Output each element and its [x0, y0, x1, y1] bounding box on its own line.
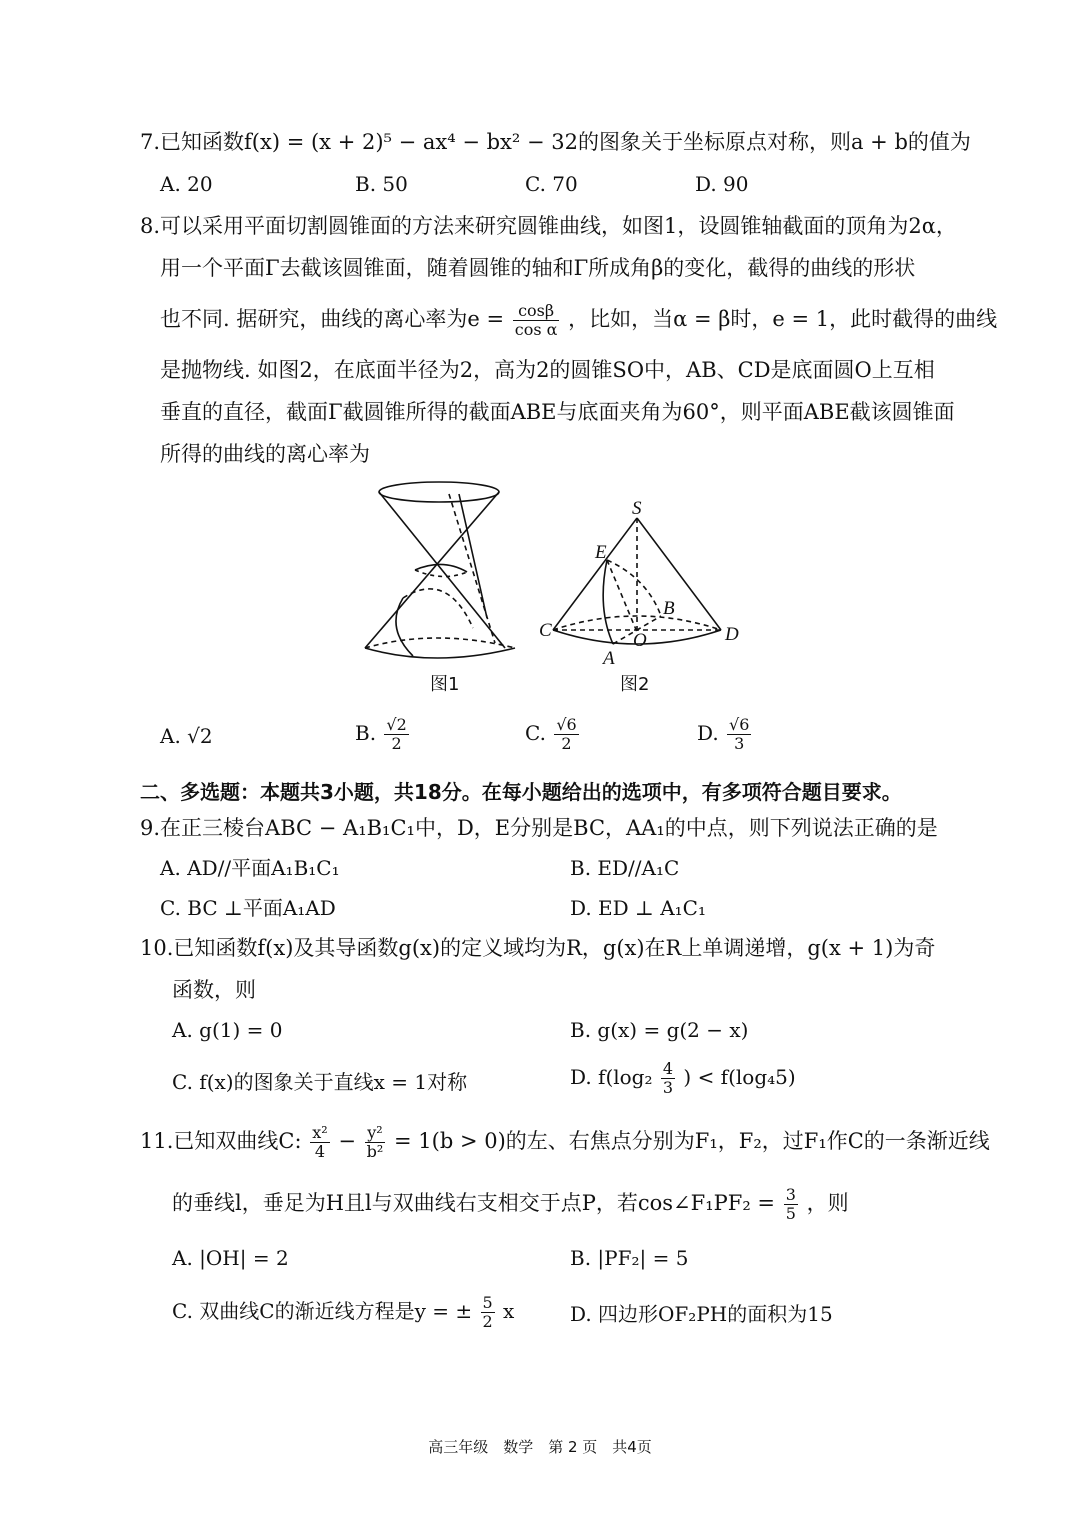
- q11-stem-1-pre: 11.已知双曲线C:: [140, 1129, 302, 1153]
- q9-option-c: C. BC ⊥平面A₁AD: [160, 896, 336, 920]
- q8-option-c: [525, 716, 581, 753]
- q10-option-d-fraction: [661, 1060, 675, 1097]
- fig2-label-a: A: [603, 648, 615, 669]
- fig1-base-back: [365, 638, 515, 648]
- q9-option-a: A. AD//平面A₁B₁C₁: [160, 856, 340, 880]
- q8-line-3: [160, 302, 997, 339]
- q8-line-4: 是抛物线. 如图2，在底面半径为2，高为2的圆锥SO中，AB、CD是底面圆O上互相: [160, 358, 935, 382]
- q10-option-d-den: 3: [662, 1078, 674, 1097]
- fig1-base-front: [365, 648, 515, 658]
- fig2-section-curve-back: [607, 560, 661, 616]
- fig1-plane-edge: [449, 494, 495, 643]
- q11-stem-2-pre: 的垂线l，垂足为H且l与双曲线右支相交于点P，若cos∠F₁PF₂ =: [172, 1191, 776, 1215]
- q8-option-c-fraction: [554, 716, 578, 753]
- q9-option-b: B. ED//A₁C: [570, 856, 680, 880]
- q8-option-b: [355, 716, 411, 753]
- q10-option-a: A. g(1) = 0: [172, 1018, 283, 1042]
- q11-option-c-den: 2: [482, 1312, 493, 1331]
- q11-option-c-pre: C. 双曲线C的渐近线方程是y = ±: [172, 1299, 473, 1323]
- q11-fraction-x-num: x²: [312, 1123, 328, 1142]
- fig2-label-e: E: [595, 542, 607, 563]
- q8-option-b-fraction: [384, 716, 408, 753]
- q11-minus-sign: −: [338, 1129, 356, 1153]
- q8-option-a-prefix: A.: [160, 724, 181, 748]
- figure-1-double-cone: [355, 478, 535, 668]
- q11-fraction-y-num: y²: [365, 1124, 386, 1143]
- q10-option-d-post: ) < f(log₄5): [683, 1065, 796, 1089]
- q8-option-d-den: 3: [734, 734, 745, 753]
- q7-stem: 7.已知函数f(x) = (x + 2)⁵ − ax⁴ − bx² − 32的图象关于坐标原点对称，则a + b的值为: [140, 130, 971, 154]
- eccentricity-fraction: [513, 302, 560, 339]
- q11-cos-den: 5: [785, 1204, 796, 1223]
- q8-option-b-den: 2: [391, 734, 402, 753]
- q11-stem-1: [140, 1124, 990, 1161]
- q11-stem-1-post: = 1(b > 0)的左、右焦点分别为F₁，F₂，过F₁作C的一条渐近线: [394, 1129, 990, 1153]
- fig1-plane-edge-2: [459, 494, 487, 618]
- q8-option-c-prefix: C.: [525, 721, 546, 745]
- q8-line-1: 8.可以采用平面切割圆锥面的方法来研究圆锥曲线，如图1，设圆锥轴截面的顶角为2α，: [140, 214, 957, 238]
- fig2-label-b: B: [663, 598, 675, 619]
- q7-option-b: B. 50: [355, 172, 408, 196]
- q11-option-c: [172, 1294, 514, 1331]
- fig2-slant-left: [553, 518, 637, 630]
- q9-option-d: D. ED ⊥ A₁C₁: [570, 896, 706, 920]
- q10-option-d-pre: D. f(log₂: [570, 1065, 653, 1089]
- q8-line-3-post: ，比如，当α = β时，e = 1，此时截得的曲线: [568, 307, 998, 331]
- q11-fraction-y-den: b²: [366, 1142, 384, 1161]
- q8-option-c-den: 2: [561, 734, 572, 753]
- q7-option-a: A. 20: [160, 172, 213, 196]
- section-2-heading: 二、多选题：本题共3小题，共18分。在每小题给出的选项中，有多项符合题目要求。: [140, 780, 902, 804]
- q11-option-a: A. |OH| = 2: [172, 1246, 289, 1270]
- fig2-segment-EO: [607, 560, 637, 632]
- q8-option-a-value: √2: [187, 724, 213, 748]
- fig1-waist-ellipse-back: [415, 570, 467, 577]
- fig2-label-d: D: [725, 624, 739, 645]
- q10-option-d: [570, 1060, 796, 1097]
- figure-1-caption: 图1: [430, 674, 460, 695]
- figure-2-caption: 图2: [620, 674, 650, 695]
- q10-option-d-num: 4: [662, 1059, 674, 1078]
- q9-stem: 9.在正三棱台ABC − A₁B₁C₁中，D，E分别是BC，AA₁的中点，则下列说法正确的是: [140, 816, 938, 840]
- q8-option-d-prefix: D.: [697, 721, 719, 745]
- q8-option-b-num: √2: [386, 715, 407, 734]
- q11-option-c-post: x: [503, 1299, 515, 1323]
- q10-option-b: B. g(x) = g(2 − x): [570, 1018, 749, 1042]
- fig2-label-c: C: [539, 620, 552, 641]
- q11-fraction-y: [365, 1124, 386, 1161]
- q8-line-6: 所得的曲线的离心率为: [160, 442, 370, 466]
- q11-stem-2-post: ，则: [806, 1191, 849, 1215]
- q11-stem-2: [172, 1186, 849, 1223]
- q7-option-c: C. 70: [525, 172, 578, 196]
- q8-option-b-prefix: B.: [355, 721, 377, 745]
- figure-2-cone: [535, 498, 750, 676]
- fig2-label-o: O: [633, 630, 647, 651]
- q8-line-3-pre: 也不同. 据研究，曲线的离心率为e =: [160, 307, 505, 331]
- q11-option-d: D. 四边形OF₂PH的面积为15: [570, 1302, 833, 1326]
- q11-fraction-x: [310, 1124, 329, 1161]
- fig2-slant-right: [637, 518, 721, 630]
- q8-option-c-num: √6: [556, 715, 577, 734]
- fig1-top-rim: [379, 482, 499, 502]
- q11-cos-fraction: [784, 1186, 798, 1223]
- q7-option-d: D. 90: [695, 172, 749, 196]
- q10-option-c: C. f(x)的图象关于直线x = 1对称: [172, 1070, 468, 1094]
- q10-stem-2: 函数，则: [172, 978, 256, 1002]
- eccentricity-denominator: cos α: [514, 320, 558, 339]
- eccentricity-numerator: cosβ: [513, 302, 560, 321]
- q11-option-c-fraction: [481, 1294, 495, 1331]
- q8-option-a: [160, 722, 213, 750]
- q10-stem-1: 10.已知函数f(x)及其导函数g(x)的定义域均为R，g(x)在R上单调递增，g(x + 1)为奇: [140, 936, 936, 960]
- q8-line-2: 用一个平面Γ去截该圆锥面，随着圆锥的轴和Γ所成角β的变化，截得的曲线的形状: [160, 256, 916, 280]
- fig2-label-s: S: [632, 498, 642, 519]
- fig1-generator-right: [365, 492, 499, 648]
- q8-option-d: [697, 716, 753, 753]
- q8-option-d-fraction: [727, 716, 751, 753]
- q11-option-c-num: 5: [482, 1293, 493, 1312]
- page-footer: 高三年级 数学 第 2 页 共4页: [428, 1438, 652, 1456]
- q11-cos-num: 3: [785, 1185, 796, 1204]
- q11-option-b: B. |PF₂| = 5: [570, 1246, 689, 1270]
- q8-line-5: 垂直的直径，截面Γ截圆锥所得的截面ABE与底面夹角为60°，则平面ABE截该圆锥面: [160, 400, 955, 424]
- q11-fraction-x-den: 4: [314, 1142, 326, 1161]
- q8-option-d-num: √6: [729, 715, 750, 734]
- fig1-cut-curve: [396, 598, 413, 656]
- fig1-generator-left: [379, 492, 505, 648]
